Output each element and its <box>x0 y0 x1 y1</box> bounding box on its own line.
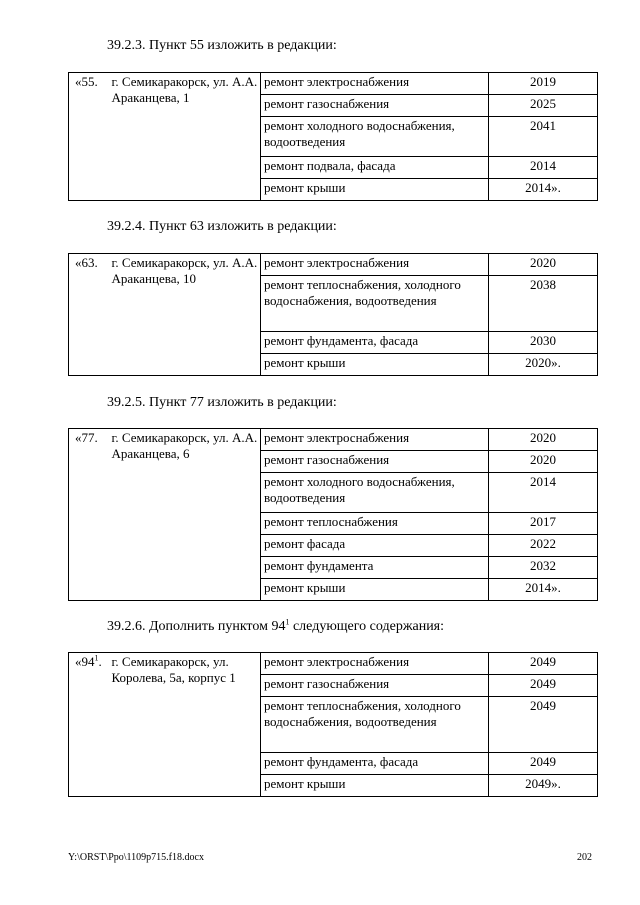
item-address: г. Семикаракорск, ул. Королева, 5а, корпус 1 <box>110 653 261 797</box>
work-type: ремонт фундамента, фасада <box>261 332 489 354</box>
heading-text-suffix: следующего содержания: <box>289 619 445 634</box>
work-type: ремонт теплоснабжения <box>261 513 489 535</box>
work-type: ремонт теплоснабжения, холодного водоснабжения, водоотведения <box>261 697 489 753</box>
work-type: ремонт электроснабжения <box>261 653 489 675</box>
item-number-text: «94 <box>75 654 95 669</box>
section-heading: 39.2.4. Пункт 63 изложить в редакции: <box>107 219 337 234</box>
section-heading: 39.2.3. Пункт 55 изложить в редакции: <box>107 38 337 53</box>
work-type: ремонт электроснабжения <box>261 73 489 95</box>
work-year: 2019 <box>489 73 598 95</box>
section-heading: 39.2.5. Пункт 77 изложить в редакции: <box>107 395 337 410</box>
item-number: «63. <box>69 254 110 376</box>
work-year: 2014 <box>489 473 598 513</box>
item-number: «77. <box>69 429 110 601</box>
work-year: 2020». <box>489 354 598 376</box>
work-year: 2049 <box>489 675 598 697</box>
work-year: 2049 <box>489 753 598 775</box>
item-number-superscript: 1 <box>94 653 99 663</box>
work-year: 2014». <box>489 579 598 601</box>
work-year: 2017 <box>489 513 598 535</box>
work-year: 2049 <box>489 697 598 753</box>
footer-file-path: Y:\ORST\Ppo\1109p715.f18.docx <box>68 852 204 863</box>
work-year: 2041 <box>489 117 598 157</box>
work-year: 2032 <box>489 557 598 579</box>
item-address: г. Семикаракорск, ул. А.А. Араканцева, 1 <box>110 73 261 201</box>
heading-superscript: 1 <box>285 617 290 627</box>
work-type: ремонт газоснабжения <box>261 95 489 117</box>
item-number <box>69 653 110 797</box>
work-type: ремонт холодного водоснабжения, водоотведения <box>261 473 489 513</box>
item-number-dot: . <box>98 654 102 669</box>
amendment-table-55 <box>68 72 598 201</box>
work-type: ремонт фасада <box>261 535 489 557</box>
work-year: 2020 <box>489 451 598 473</box>
work-type: ремонт крыши <box>261 579 489 601</box>
work-type: ремонт холодного водоснабжения, водоотведения <box>261 117 489 157</box>
work-type: ремонт фундамента, фасада <box>261 753 489 775</box>
work-year: 2014 <box>489 157 598 179</box>
amendment-table-94-1 <box>68 652 598 797</box>
work-type: ремонт газоснабжения <box>261 451 489 473</box>
work-type: ремонт газоснабжения <box>261 675 489 697</box>
work-year: 2014». <box>489 179 598 201</box>
work-year: 2049». <box>489 775 598 797</box>
work-year: 2025 <box>489 95 598 117</box>
work-type: ремонт крыши <box>261 354 489 376</box>
amendment-table-63 <box>68 253 598 376</box>
work-type: ремонт фундамента <box>261 557 489 579</box>
item-address: г. Семикаракорск, ул. А.А. Араканцева, 10 <box>110 254 261 376</box>
amendment-table-77 <box>68 428 598 601</box>
work-year: 2038 <box>489 276 598 332</box>
work-type: ремонт электроснабжения <box>261 429 489 451</box>
work-type: ремонт теплоснабжения, холодного водоснабжения, водоотведения <box>261 276 489 332</box>
work-year: 2049 <box>489 653 598 675</box>
work-year: 2030 <box>489 332 598 354</box>
work-year: 2020 <box>489 254 598 276</box>
page-number: 202 <box>577 852 592 863</box>
item-number: «55. <box>69 73 110 201</box>
work-year: 2020 <box>489 429 598 451</box>
item-address: г. Семикаракорск, ул. А.А. Араканцева, 6 <box>110 429 261 601</box>
work-type: ремонт электроснабжения <box>261 254 489 276</box>
section-heading <box>107 619 444 635</box>
heading-text: 39.2.6. Дополнить пунктом 94 <box>107 619 286 634</box>
work-type: ремонт крыши <box>261 179 489 201</box>
work-year: 2022 <box>489 535 598 557</box>
work-type: ремонт крыши <box>261 775 489 797</box>
work-type: ремонт подвала, фасада <box>261 157 489 179</box>
